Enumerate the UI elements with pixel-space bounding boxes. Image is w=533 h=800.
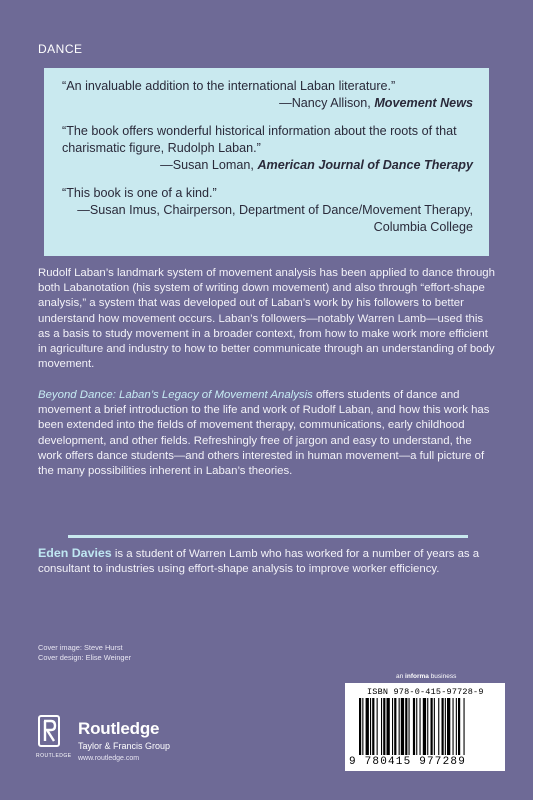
barcode-bar — [438, 698, 439, 755]
author-name: Eden Davies — [38, 546, 112, 560]
attribution-person: —Nancy Allison, — [279, 96, 375, 110]
quote-text: “This book is one of a kind.” — [62, 186, 217, 200]
barcode-bar — [434, 698, 435, 755]
barcode-bar — [372, 698, 374, 755]
barcode — [345, 683, 505, 771]
barcode-bar — [362, 698, 363, 755]
endorsement-quote — [62, 78, 473, 112]
barcode-bar — [420, 698, 421, 755]
barcode-bar — [377, 698, 378, 755]
cover-credits — [38, 643, 131, 663]
paragraph-text: offers students of dance and movement a brief introduction to the life and work of Rudolf Laban, and how this work has been extended into the fields of movement therapy, communications, early childhood development, and other fields. Refreshingly free of jargon and easy to understand, the work offers dance students—and others interested in human movement—a full picture of the many possibilities inherent in Laban’s theories. — [38, 389, 490, 478]
barcode-bar — [399, 698, 400, 755]
informa-tagline — [396, 673, 456, 680]
quote-text: “An invaluable addition to the international Laban literature.” — [62, 79, 396, 93]
publisher-url: www.routledge.com — [78, 755, 140, 762]
barcode-bar — [447, 698, 450, 755]
category-label: DANCE — [38, 42, 83, 56]
attribution-person: —Susan Imus, Chairperson, Department of Dance/Movement Therapy, Columbia College — [77, 203, 473, 234]
endorsement-quote — [62, 185, 473, 236]
author-bio-text: is a student of Warren Lamb who has worked for a number of years as a consultant to industries using effort-shape analysis to improve worker efficiency. — [38, 548, 480, 576]
barcode-bar — [409, 698, 410, 755]
barcode-bar — [392, 698, 393, 755]
isbn-text: ISBN 978-0-415-97728-9 — [367, 687, 484, 697]
quote-text: “The book offers wonderful historical information about the roots of that charismatic figure, Rudolph Laban.” — [62, 124, 457, 155]
attribution-person: —Susan Loman, — [160, 158, 258, 172]
barcode-bar — [370, 698, 371, 755]
publisher-group: Taylor & Francis Group — [78, 741, 171, 751]
barcode-bar — [381, 698, 382, 755]
informa-brand: informa — [405, 673, 429, 680]
description-paragraph-title — [38, 388, 495, 479]
quote-attribution — [62, 95, 473, 112]
barcode-bar — [427, 698, 428, 755]
barcode-bar — [383, 698, 385, 755]
routledge-logo-icon — [38, 715, 60, 753]
barcode-bar — [366, 698, 369, 755]
barcode-bar — [401, 698, 404, 755]
barcode-bar — [359, 698, 361, 755]
barcode-bar — [442, 698, 444, 755]
cover-design-credit: Cover design: Elise Weinger — [38, 653, 132, 662]
barcode-bar — [445, 698, 446, 755]
endorsement-box — [44, 68, 489, 256]
attribution-source: American Journal of Dance Therapy — [257, 158, 473, 172]
quote-attribution — [62, 157, 473, 174]
book-title: Beyond Dance: Laban’s Legacy of Movement Analysis — [38, 389, 313, 401]
quote-attribution — [62, 202, 473, 236]
barcode-bar — [458, 698, 460, 755]
description-paragraph: Rudolf Laban’s landmark system of movement analysis has been applied to dance through both Labanotation (his system of writing down movement) and also through “effort-shape analysis,” a system that was developed out of Laban’s work by his followers to better understand how movement occurs. Laban’s followers—notably Warren Lamb—used this as a basis to study movement in a broader context, from how to make work more efficient in agriculture and industry to how to better communicate through an understanding of body movement. — [38, 267, 495, 371]
barcode-bars — [359, 698, 497, 755]
barcode-bar — [453, 698, 454, 755]
publisher-name: Routledge — [78, 719, 160, 738]
barcode-bar — [416, 698, 417, 755]
endorsement-quote — [62, 123, 473, 174]
logo-mark-label: ROUTLEDGE — [36, 753, 72, 759]
barcode-digits: 9 780415 977289 — [349, 756, 467, 768]
cover-image-credit: Cover image: Steve Hurst — [38, 643, 123, 652]
barcode-bar — [413, 698, 415, 755]
informa-suffix: business — [428, 673, 457, 680]
barcode-bar — [405, 698, 407, 755]
barcode-bar — [394, 698, 396, 755]
section-divider — [68, 535, 468, 538]
barcode-bar — [423, 698, 426, 755]
barcode-bar — [456, 698, 457, 755]
attribution-source: Movement News — [374, 96, 473, 110]
barcode-bar — [464, 698, 465, 755]
barcode-bar — [431, 698, 433, 755]
publisher-logo — [38, 715, 238, 771]
barcode-bar — [387, 698, 390, 755]
informa-prefix: an — [396, 673, 406, 680]
author-bio — [38, 546, 495, 577]
